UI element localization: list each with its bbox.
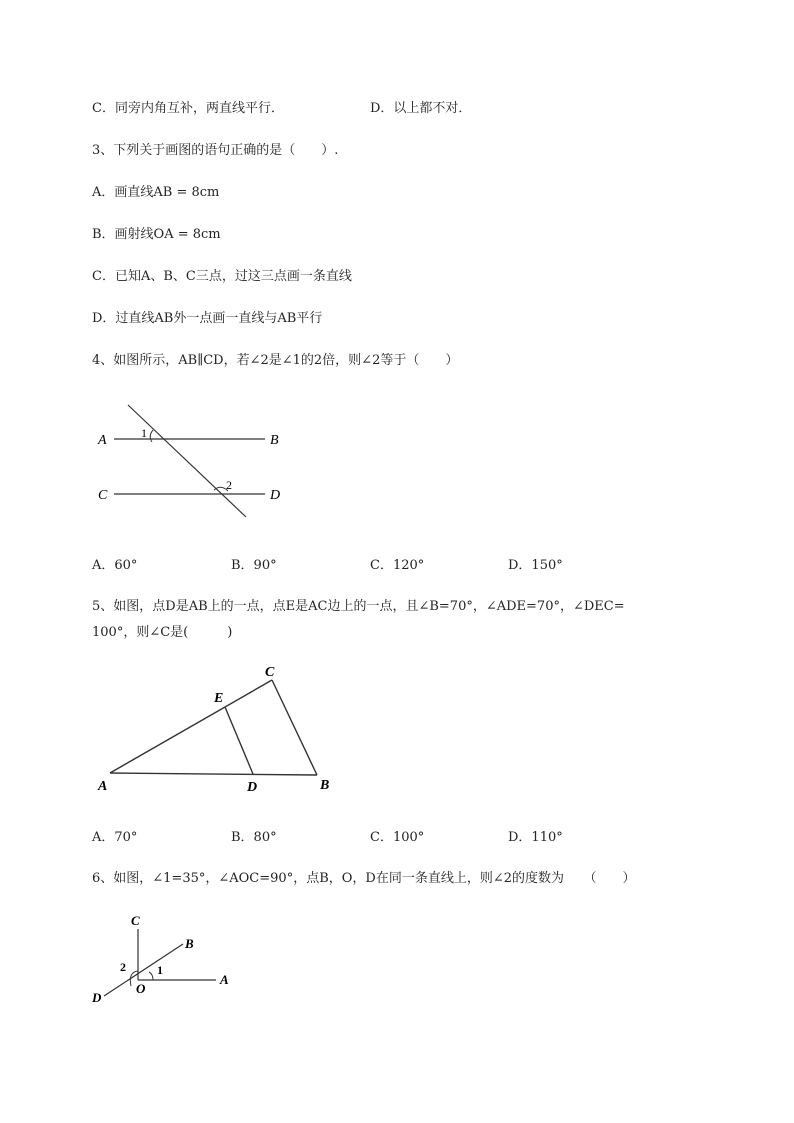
- label-d: D: [247, 780, 258, 795]
- label-a: A: [220, 972, 229, 987]
- label-d: D: [92, 990, 102, 1005]
- label-angle1: 1: [141, 426, 147, 440]
- label-a: A: [98, 779, 108, 794]
- q4-option-a: A．60°: [92, 558, 138, 573]
- q3-option-a: A．画直线AB = 8cm: [92, 185, 220, 200]
- label-b: B: [320, 778, 330, 793]
- q6-stem: 6、如图，∠1=35°，∠AOC=90°，点B，O，D在同一条直线上，则∠2的度数为 （ ）: [92, 871, 636, 886]
- label-c: C: [131, 913, 140, 928]
- label-b: B: [185, 936, 194, 951]
- angle1-arc: [149, 972, 153, 980]
- q3-option-d: D．过直线AB外一点画一直线与AB平行: [92, 311, 323, 326]
- label-b: B: [270, 433, 279, 448]
- q5-stem-line1: 5、如图，点D是AB上的一点，点E是AC边上的一点，且∠B=70°，∠ADE=70°，∠DEC=: [92, 599, 625, 614]
- q5-option-c: C．100°: [370, 830, 425, 845]
- q2-option-d: D．以上都不对．: [370, 101, 472, 116]
- label-d: D: [270, 488, 281, 503]
- label-angle1: 1: [157, 963, 163, 977]
- q3-option-c: C．已知A、B、C三点，过这三点画一条直线: [92, 269, 352, 284]
- label-c: C: [265, 665, 275, 680]
- q4-option-c: C．120°: [370, 558, 425, 573]
- q4-option-d: D．150°: [508, 558, 563, 573]
- label-c: C: [98, 488, 108, 503]
- label-angle2: 2: [226, 478, 232, 492]
- q5-option-b: B．80°: [231, 830, 277, 845]
- q5-option-a: A．70°: [92, 830, 138, 845]
- q3-option-b: B．画射线OA = 8cm: [92, 227, 221, 242]
- q3-stem: 3、下列关于画图的语句正确的是（ ）.: [92, 143, 339, 158]
- q2-option-c: C．同旁内角互补，两直线平行．: [92, 101, 284, 116]
- q5-option-d: D．110°: [508, 830, 563, 845]
- label-e: E: [214, 691, 224, 706]
- label-a: A: [98, 433, 107, 448]
- q5-stem-line2: 100°，则∠C是( ): [92, 625, 233, 640]
- label-angle2: 2: [120, 960, 126, 974]
- q4-stem: 4、如图所示，AB∥CD，若∠2是∠1的2倍，则∠2等于（ ）: [92, 353, 459, 368]
- label-o: O: [136, 981, 146, 996]
- q4-option-b: B．90°: [231, 558, 277, 573]
